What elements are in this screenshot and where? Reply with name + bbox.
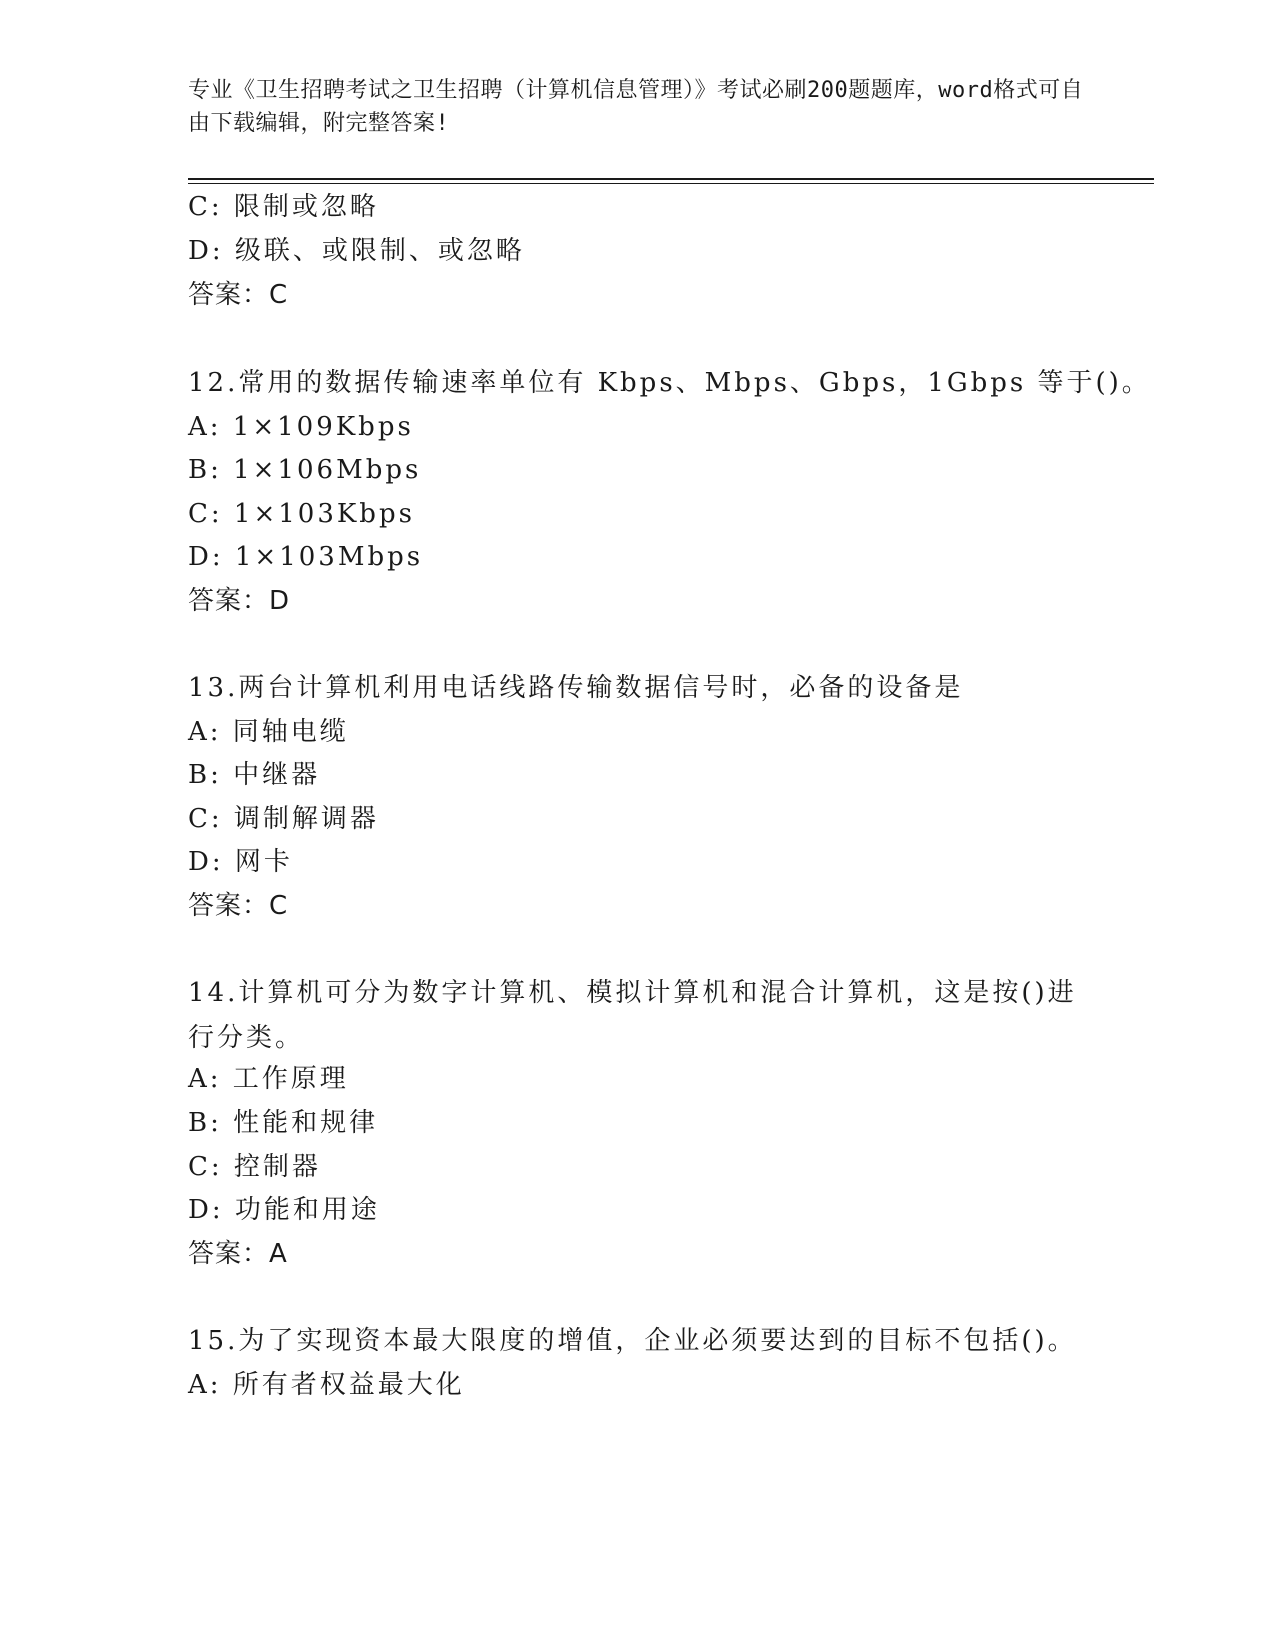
option-c: C: 控制器: [188, 1152, 321, 1182]
option-a: A: 工作原理: [188, 1064, 349, 1094]
answer: 答案：C: [188, 891, 289, 921]
option-a: A: 同轴电缆: [188, 717, 349, 747]
question-13: 13.两台计算机利用电话线路传输数据信号时，必备的设备是: [188, 673, 964, 703]
option-d: D: 1×103Mbps: [188, 542, 424, 572]
answer: 答案：A: [188, 1239, 288, 1269]
option-c: C: 限制或忽略: [188, 192, 379, 222]
answer: 答案：C: [188, 280, 289, 310]
option-c: C: 1×103Kbps: [188, 499, 415, 529]
answer: 答案：D: [188, 586, 291, 616]
option-d: D: 功能和用途: [188, 1195, 380, 1225]
option-c: C: 调制解调器: [188, 804, 379, 834]
option-d: D: 网卡: [188, 847, 293, 877]
question-12: 12.常用的数据传输速率单位有 Kbps、Mbps、Gbps，1Gbps 等于()。: [188, 368, 1151, 398]
option-b: B: 1×106Mbps: [188, 455, 422, 485]
header-rule-thin: [188, 183, 1154, 184]
option-b: B: 性能和规律: [188, 1108, 379, 1138]
option-d: D: 级联、或限制、或忽略: [188, 236, 525, 266]
document-header: 专业《卫生招聘考试之卫生招聘（计算机信息管理）》考试必刷200题题库，word格式可自由下载编辑，附完整答案!: [188, 78, 1084, 136]
option-a: A: 所有者权益最大化: [188, 1370, 465, 1400]
question-15: 15.为了实现资本最大限度的增值，企业必须要达到的目标不包括()。: [188, 1326, 1077, 1356]
option-a: A: 1×109Kbps: [188, 412, 414, 442]
option-b: B: 中继器: [188, 760, 321, 790]
question-14: 14.计算机可分为数字计算机、模拟计算机和混合计算机，这是按()进行分类。: [188, 978, 1077, 1053]
header-rule-thick: [188, 178, 1154, 180]
